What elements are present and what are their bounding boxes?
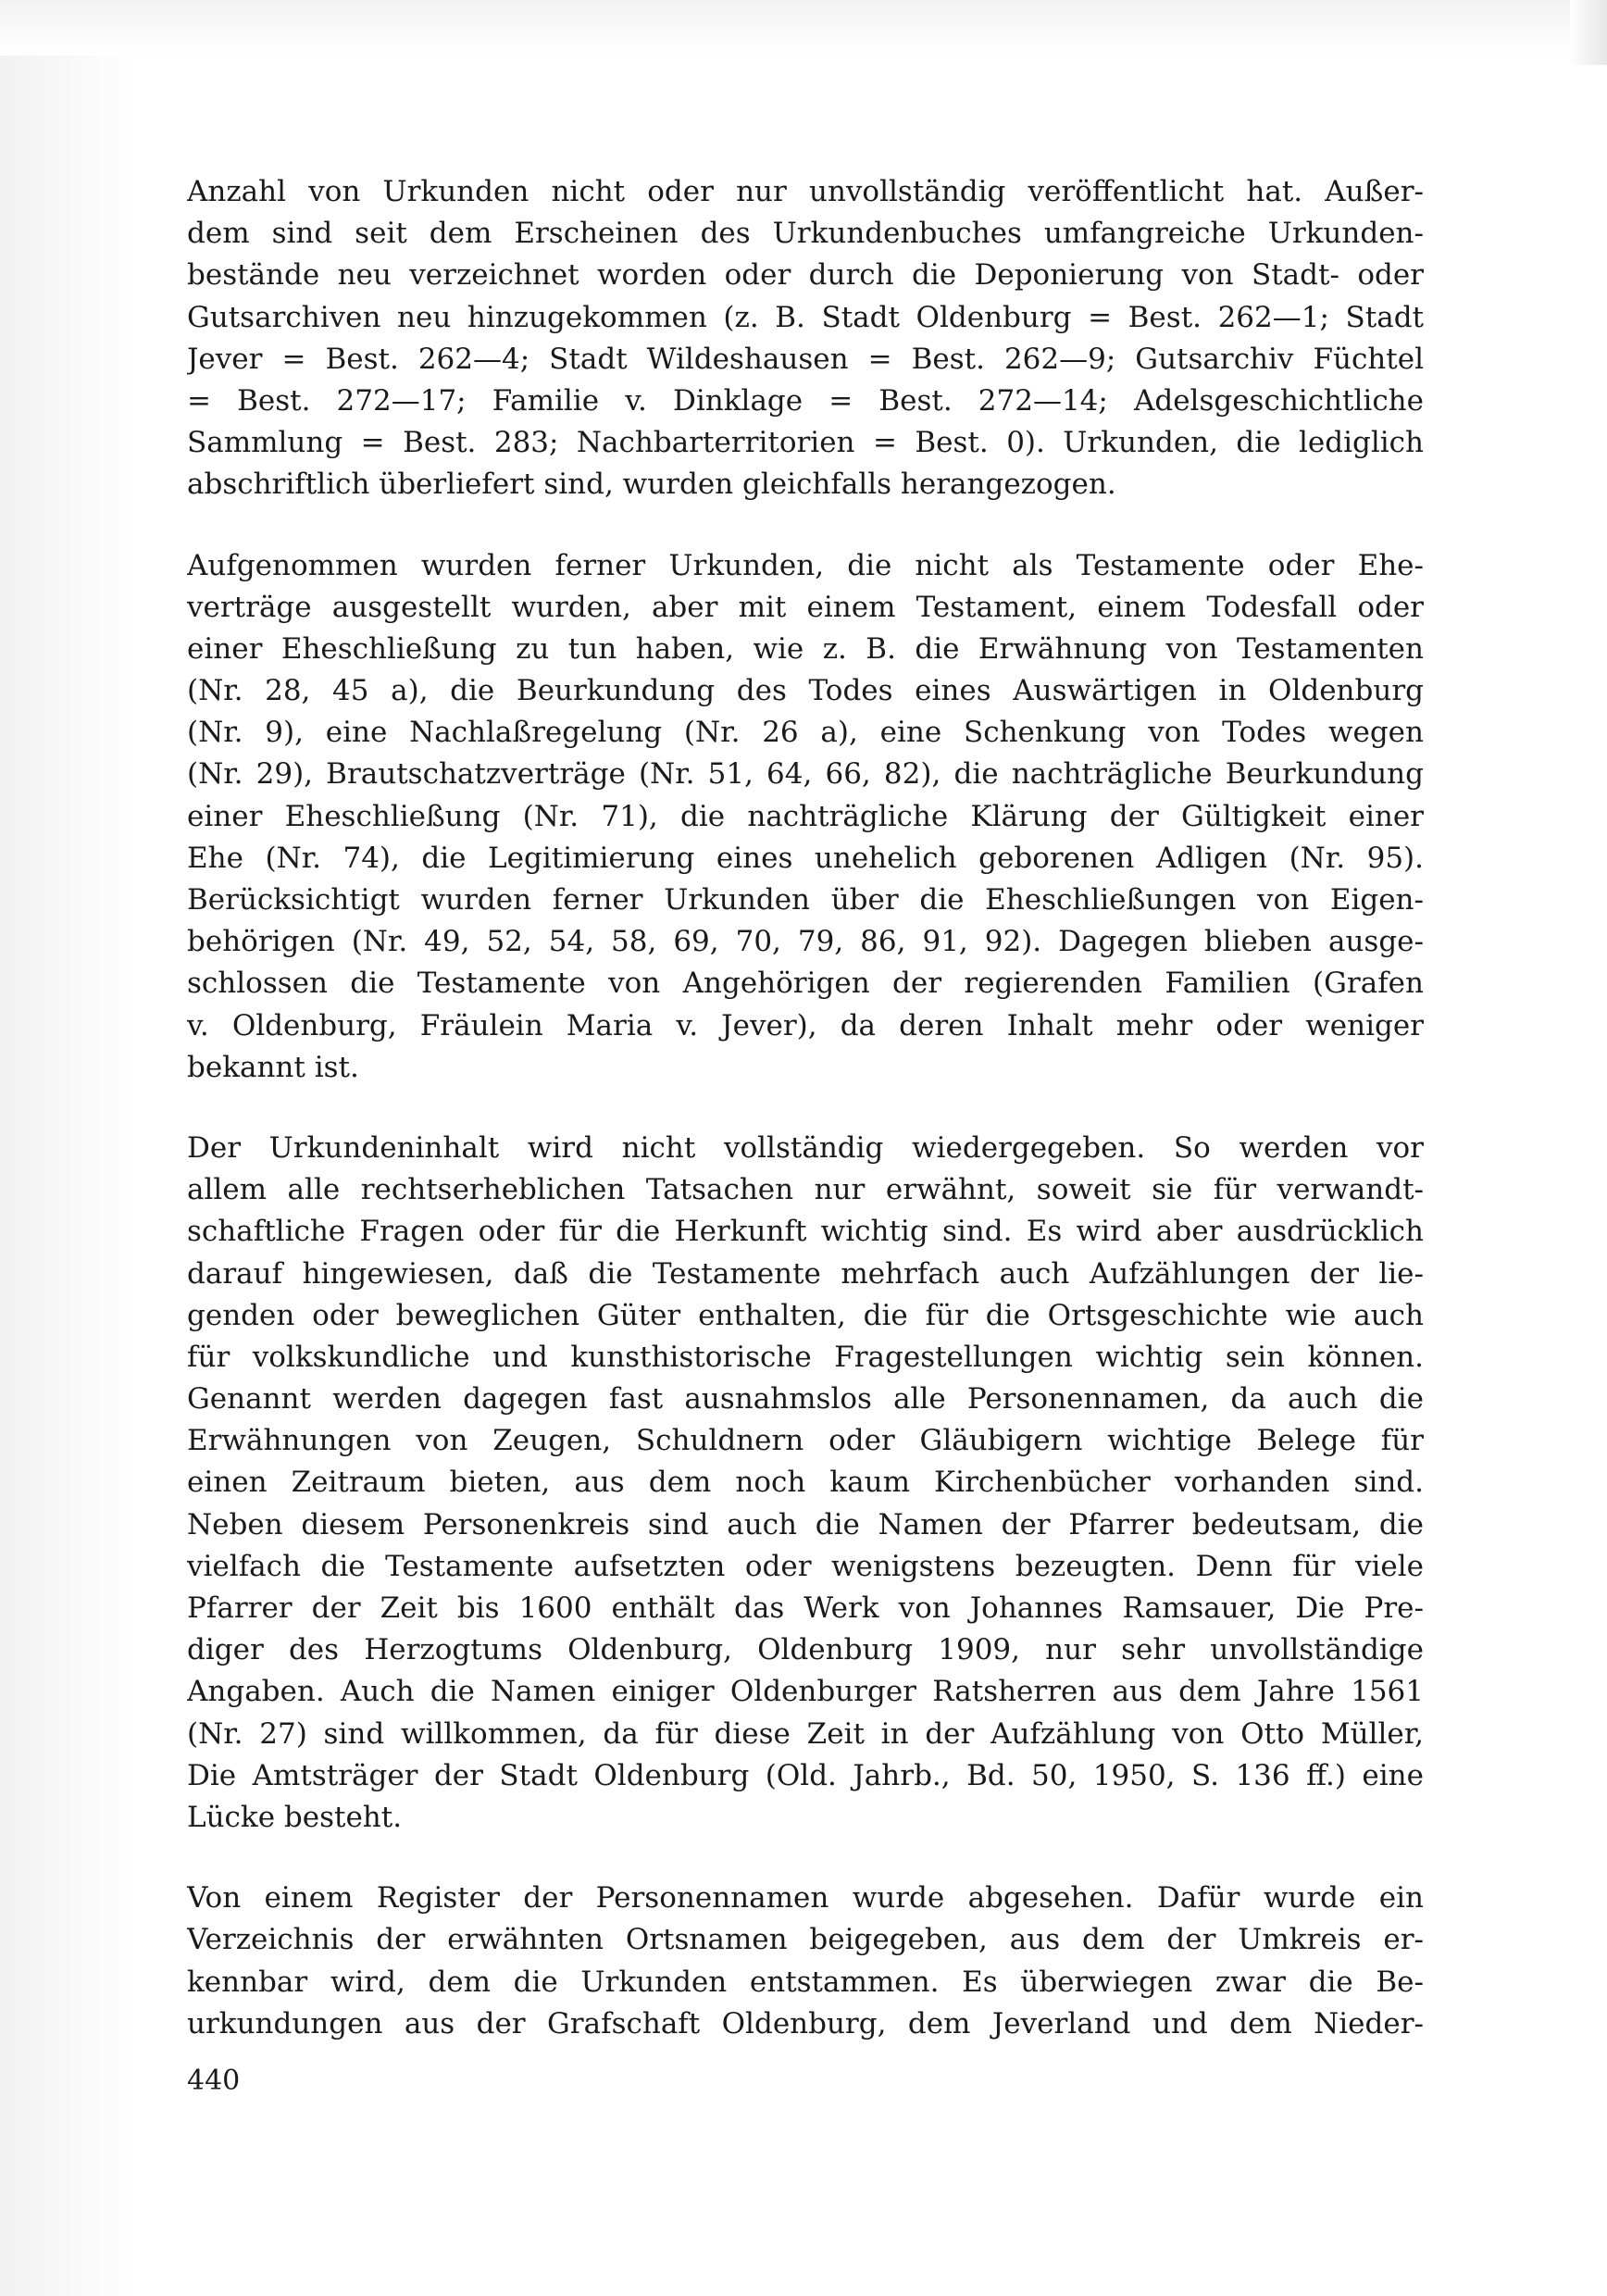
text-line: Ehe (Nr. 74), die Legitimierung eines unehelich geborenen Adligen (Nr. 95). [187, 841, 1424, 875]
text-line: einen Zeitraum bieten, aus dem noch kaum Kirchenbücher vorhanden sind. [187, 1466, 1424, 1500]
text-line: einer Eheschließung zu tun haben, wie z. B. die Erwähnung von Testamenten [187, 631, 1424, 666]
text-line: allem alle rechtserheblichen Tatsachen nur erwähnt, soweit sie für verwandt- [187, 1173, 1424, 1207]
text-line: vielfach die Testamente aufsetzten oder wenigstens bezeugten. Denn für viele [187, 1549, 1424, 1583]
paragraph [187, 545, 1424, 1089]
text-line: schaftliche Fragen oder für die Herkunft wichtig sind. Es wird aber ausdrücklich [187, 1215, 1424, 1249]
text-line: diger des Herzogtums Oldenburg, Oldenburg 1909, nur sehr unvollständige [187, 1633, 1424, 1667]
text-line: verträge ausgestellt wurden, aber mit einem Testament, einem Todesfall oder [187, 590, 1424, 624]
text-line: Erwähnungen von Zeugen, Schuldnern oder Gläubigern wichtige Belege für [187, 1424, 1424, 1458]
paragraph [187, 1878, 1424, 2045]
page-corner-shadow [1570, 0, 1607, 65]
paragraph-gap [187, 1839, 1424, 1878]
page-top-shadow [0, 0, 1607, 56]
text-line: Angaben. Auch die Namen einiger Oldenburger Ratsherren aus dem Jahre 1561 [187, 1675, 1424, 1709]
text-line: einer Eheschließung (Nr. 71), die nachträgliche Klärung der Gültigkeit einer [187, 799, 1424, 833]
text-line: kennbar wird, dem die Urkunden entstammen. Es überwiegen zwar die Be- [187, 1965, 1424, 1999]
text-line: Der Urkundeninhalt wird nicht vollständig wiedergegeben. So werden vor [187, 1130, 1424, 1165]
text-line: Sammlung = Best. 283; Nachbarterritorien = Best. 0). Urkunden, die lediglich [187, 426, 1424, 460]
text-line: Gutsarchiven neu hinzugekommen (z. B. Stadt Oldenburg = Best. 262—1; Stadt [187, 300, 1424, 334]
text-line: Lücke besteht. [187, 1800, 403, 1834]
text-line: Neben diesem Personenkreis sind auch die Namen der Pfarrer bedeutsam, die [187, 1507, 1424, 1541]
text-line: Berücksichtigt wurden ferner Urkunden über die Eheschließungen von Eigen- [187, 883, 1424, 917]
page-edge-shadow [0, 0, 139, 2296]
text-line: schlossen die Testamente von Angehörigen der regierenden Familien (Grafen [187, 967, 1424, 1001]
text-line: Anzahl von Urkunden nicht oder nur unvollständig veröffentlicht hat. Außer- [187, 175, 1424, 208]
text-line: (Nr. 28, 45 a), die Beurkundung des Todes eines Auswärtigen in Oldenburg [187, 674, 1424, 708]
text-line: für volkskundliche und kunsthistorische Fragestellungen wichtig sein können. [187, 1340, 1424, 1374]
text-line: dem sind seit dem Erscheinen des Urkundenbuches umfangreiche Urkunden- [187, 217, 1424, 251]
paragraph [187, 171, 1424, 506]
text-line: Die Amtsträger der Stadt Oldenburg (Old. Jahrb., Bd. 50, 1950, S. 136 ff.) eine [187, 1758, 1424, 1792]
text-line: Genannt werden dagegen fast ausnahmslos alle Personennamen, da auch die [187, 1382, 1424, 1416]
text-line: (Nr. 9), eine Nachlaßregelung (Nr. 26 a), eine Schenkung von Todes wegen [187, 716, 1424, 750]
text-line: Von einem Register der Personennamen wurde abgesehen. Dafür wurde ein [187, 1881, 1424, 1915]
paragraph-gap [187, 1089, 1424, 1128]
text-line: abschriftlich überliefert sind, wurden gleichfalls herangezogen. [187, 468, 1116, 502]
text-line: (Nr. 29), Brautschatzverträge (Nr. 51, 64, 66, 82), die nachträgliche Beurkundung [187, 757, 1424, 792]
text-line: (Nr. 27) sind willkommen, da für diese Zeit in der Aufzählung von Otto Müller, [187, 1716, 1424, 1751]
text-line: Verzeichnis der erwähnten Ortsnamen beigegeben, aus dem der Umkreis er- [187, 1923, 1424, 1957]
text-line: bekannt ist. [187, 1050, 359, 1084]
page-body [187, 171, 1424, 2045]
text-line: Aufgenommen wurden ferner Urkunden, die nicht als Testamente oder Ehe- [187, 548, 1424, 582]
text-line: Jever = Best. 262—4; Stadt Wildeshausen = Best. 262—9; Gutsarchiv Füchtel [187, 342, 1424, 376]
text-line: darauf hingewiesen, daß die Testamente mehrfach auch Aufzählungen der lie- [187, 1256, 1424, 1291]
text-line: behörigen (Nr. 49, 52, 54, 58, 69, 70, 79, 86, 91, 92). Dagegen blieben ausge- [187, 925, 1424, 959]
text-line: Pfarrer der Zeit bis 1600 enthält das Werk von Johannes Ramsauer, Die Pre- [187, 1591, 1424, 1625]
text-line: genden oder beweglichen Güter enthalten, die für die Ortsgeschichte wie auch [187, 1298, 1424, 1332]
paragraph [187, 1128, 1424, 1839]
paragraph-gap [187, 506, 1424, 545]
text-line: bestände neu verzeichnet worden oder durch die Deponierung von Stadt- oder [187, 258, 1424, 293]
text-line: v. Oldenburg, Fräulein Maria v. Jever), da deren Inhalt mehr oder weniger [187, 1008, 1424, 1042]
text-line: = Best. 272—17; Familie v. Dinklage = Best. 272—14; Adelsgeschichtliche [187, 383, 1424, 418]
page-number: 440 [187, 2065, 241, 2097]
text-line: urkundungen aus der Grafschaft Oldenburg, dem Jeverland und dem Nieder- [187, 2006, 1424, 2040]
